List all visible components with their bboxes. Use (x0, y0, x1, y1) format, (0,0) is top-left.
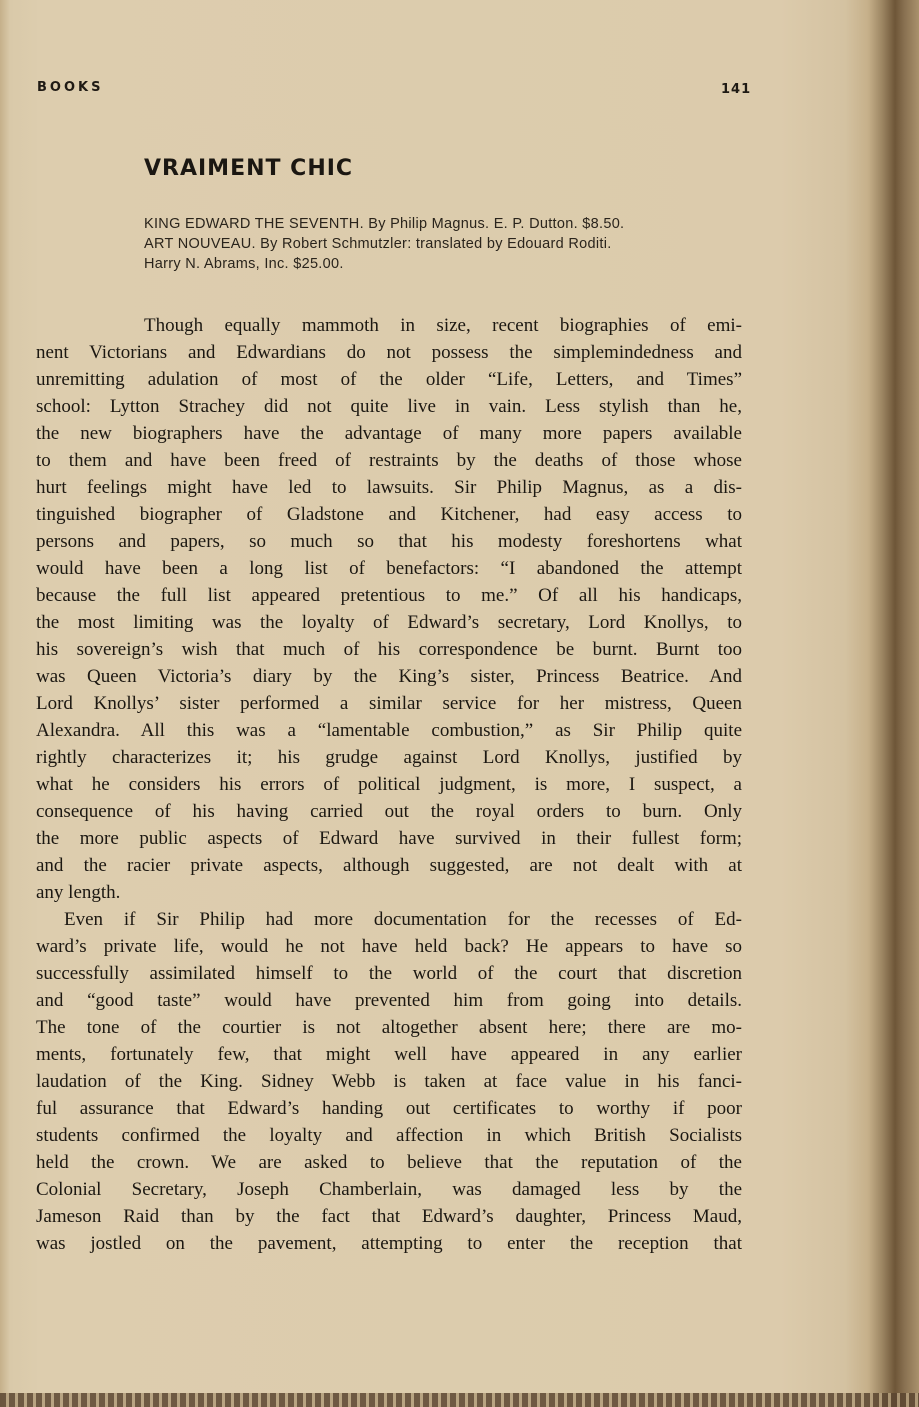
text-line: rightly characterizes it; his grudge against Lord Knollys, justified by (36, 747, 742, 768)
text-line: unremitting adulation of most of the older “Life, Letters, and Times” (36, 369, 742, 390)
article-title: VRAIMENT CHIC (144, 156, 354, 181)
text-line: Jameson Raid than by the fact that Edward’s daughter, Princess Maud, (36, 1206, 742, 1227)
text-line: held the crown. We are asked to believe that the reputation of the (36, 1152, 742, 1173)
text-line: Though equally mammoth in size, recent biographies of emi- (144, 315, 742, 336)
text-line: his sovereign’s wish that much of his correspondence be burnt. Burnt too (36, 639, 742, 660)
text-line: was jostled on the pavement, attempting to enter the reception that (36, 1233, 742, 1254)
paragraph-1 (36, 312, 742, 906)
text-line: was Queen Victoria’s diary by the King’s sister, Princess Beatrice. And (36, 666, 742, 687)
text-line: students confirmed the loyalty and affection in which British Socialists (36, 1125, 742, 1146)
page-number: 141 (721, 82, 752, 97)
page-bottom-edge (0, 1393, 919, 1407)
text-line: the more public aspects of Edward have survived in their fullest form; (36, 828, 742, 849)
text-line: the new biographers have the advantage of many more papers available (36, 423, 742, 444)
text-line: school: Lytton Strachey did not quite live in vain. Less stylish than he, (36, 396, 742, 417)
book-citation-line: Harry N. Abrams, Inc. $25.00. (144, 256, 344, 272)
text-line: hurt feelings might have led to lawsuits. Sir Philip Magnus, as a dis- (36, 477, 742, 498)
running-head: BOOKS (37, 80, 104, 95)
text-line: what he considers his errors of political judgment, is more, I suspect, a (36, 774, 742, 795)
text-line: successfully assimilated himself to the world of the court that discretion (36, 963, 742, 984)
article-body (36, 312, 742, 1257)
text-line: Lord Knollys’ sister performed a similar service for her mistress, Queen (36, 693, 742, 714)
text-line: tinguished biographer of Gladstone and Kitchener, had easy access to (36, 504, 742, 525)
books-reviewed (144, 214, 764, 274)
text-line: consequence of his having carried out the royal orders to burn. Only (36, 801, 742, 822)
text-line: Even if Sir Philip had more documentation for the recesses of Ed- (64, 909, 742, 930)
text-line: to them and have been freed of restraints by the deaths of those whose (36, 450, 742, 471)
text-line: ments, fortunately few, that might well have appeared in any earlier (36, 1044, 742, 1065)
text-line: Colonial Secretary, Joseph Chamberlain, was damaged less by the (36, 1179, 742, 1200)
book-citation-line: KING EDWARD THE SEVENTH. By Philip Magnus. E. P. Dutton. $8.50. (144, 216, 625, 232)
text-line: and the racier private aspects, although suggested, are not dealt with at (36, 855, 742, 876)
text-line: the most limiting was the loyalty of Edward’s secretary, Lord Knollys, to (36, 612, 742, 633)
text-line: ful assurance that Edward’s handing out certificates to worthy if poor (36, 1098, 742, 1119)
text-line: would have been a long list of benefactors: “I abandoned the attempt (36, 558, 742, 579)
text-line: and “good taste” would have prevented him from going into details. (36, 990, 742, 1011)
text-line: The tone of the courtier is not altogether absent here; there are mo- (36, 1017, 742, 1038)
text-line: any length. (36, 882, 121, 903)
text-line: nent Victorians and Edwardians do not possess the simplemindedness and (36, 342, 742, 363)
paragraph-2 (36, 906, 742, 1257)
text-line: Alexandra. All this was a “lamentable combustion,” as Sir Philip quite (36, 720, 742, 741)
text-line: ward’s private life, would he not have held back? He appears to have so (36, 936, 742, 957)
text-line: persons and papers, so much so that his modesty foreshortens what (36, 531, 742, 552)
book-citation-line: ART NOUVEAU. By Robert Schmutzler: translated by Edouard Roditi. (144, 236, 612, 252)
text-line: laudation of the King. Sidney Webb is taken at face value in his fanci- (36, 1071, 742, 1092)
text-line: because the full list appeared pretentious to me.” Of all his handicaps, (36, 585, 742, 606)
